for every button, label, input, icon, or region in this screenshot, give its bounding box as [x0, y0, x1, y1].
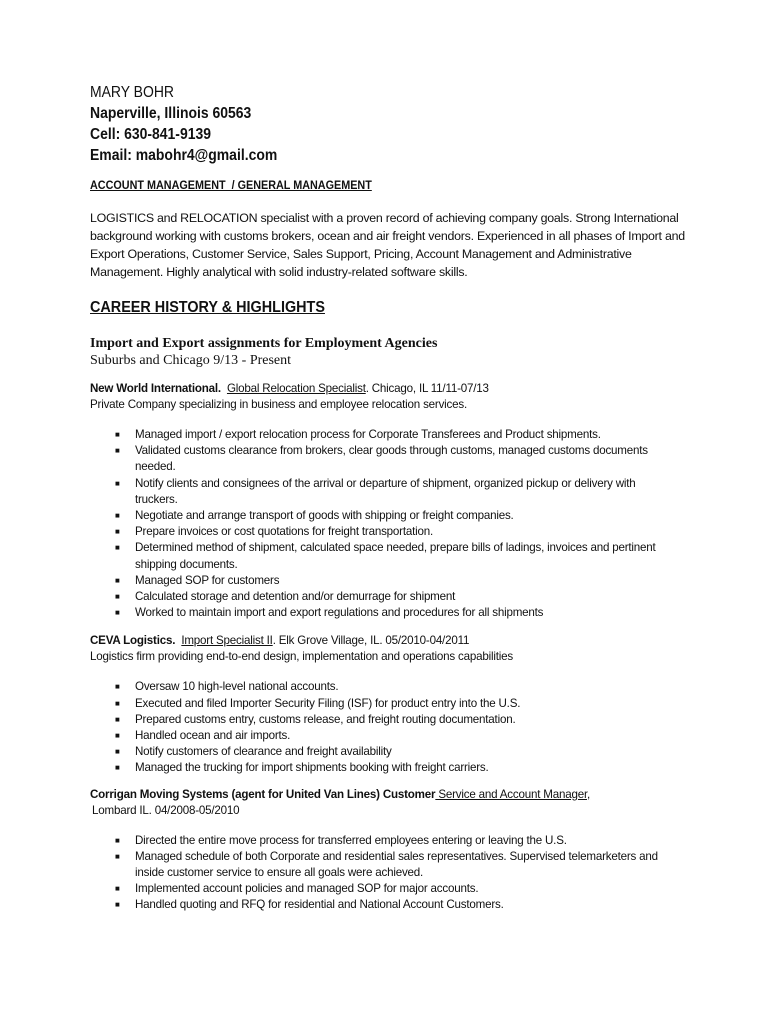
- bullet-square-icon: ■: [115, 747, 120, 757]
- bullet-item: [90, 589, 675, 605]
- bullet-item: [90, 833, 675, 849]
- bullet-text: Executed and filed Importer Security Filing (ISF) for product entry into the U.S.: [135, 696, 521, 710]
- bullet-square-icon: ■: [115, 763, 120, 773]
- bullet-text: Notify customers of clearance and freight availability: [135, 745, 392, 759]
- job-company: Corrigan Moving Systems (agent for United Van Lines) Customer: [90, 787, 436, 801]
- job-location-dates: . Elk Grove Village, IL. 05/2010-04/2011: [272, 634, 470, 648]
- candidate-email: Email: mabohr4@gmail.com: [90, 147, 278, 164]
- bullet-square-icon: ■: [115, 682, 120, 692]
- bullet-item: [90, 524, 675, 540]
- candidate-name: MARY BOHR: [90, 84, 174, 101]
- job-description: Lombard IL. 04/2008-05/2010: [92, 803, 240, 817]
- bullet-square-icon: ■: [115, 884, 120, 894]
- bullet-text: Managed the trucking for import shipments booking with freight carriers.: [135, 761, 489, 775]
- job-role: Service and Account Manager,: [435, 787, 591, 801]
- bullet-item: [90, 760, 675, 776]
- job-bullets: [90, 679, 680, 776]
- candidate-cell: Cell: 630-841-9139: [90, 126, 211, 143]
- bullet-square-icon: ■: [115, 731, 120, 741]
- bullet-text: Handled quoting and RFQ for residential and National Account Customers.: [135, 898, 504, 912]
- bullet-square-icon: ■: [115, 511, 120, 521]
- bullet-text: Oversaw 10 high-level national accounts.: [135, 680, 339, 694]
- bullet-square-icon: ■: [115, 430, 120, 439]
- bullet-square-icon: ■: [115, 478, 120, 488]
- job-bullets: [90, 427, 680, 621]
- assignments-subtitle: Suburbs and Chicago 9/13 - Present: [90, 353, 292, 368]
- bullet-item: [90, 605, 675, 621]
- bullet-text: Managed schedule of both Corporate and residential sales representatives. Supervised telemarketers and inside customer service to ensure all goals were achieved.: [135, 849, 658, 880]
- job-company: New World International.: [90, 382, 221, 395]
- bullet-item: [90, 443, 675, 475]
- bullet-square-icon: ■: [115, 900, 120, 910]
- bullet-item: [90, 679, 675, 695]
- bullet-square-icon: ■: [115, 527, 120, 537]
- job-header: [90, 787, 680, 803]
- bullet-text: Calculated storage and detention and/or demurrage for shipment: [135, 590, 456, 604]
- bullet-item: [90, 540, 675, 572]
- job-description: Logistics firm providing end-to-end design, implementation and operations capabilities: [90, 650, 513, 664]
- job-entry: [90, 381, 680, 621]
- summary-paragraph: LOGISTICS and RELOCATION specialist with a proven record of achieving company goals. Strong International background working with customs brokers, ocean and air freight vendors. Experienced in all phases of Import and Export Operations, Customer Service, Sales Support, Pricing, Account Management and Administrative Management. Highly analytical with solid industry-related software skills.: [90, 211, 685, 279]
- bullet-text: Prepared customs entry, customs release, and freight routing documentation.: [135, 712, 516, 726]
- job-header: [90, 633, 680, 649]
- bullet-text: Worked to maintain import and export regulations and procedures for all shipments: [135, 606, 544, 620]
- job-role: Import Specialist II: [181, 634, 273, 648]
- bullet-text: Determined method of shipment, calculated space needed, prepare bills of ladings, invoices and pertinent shipping documents.: [135, 541, 656, 571]
- bullet-square-icon: ■: [115, 608, 120, 618]
- bullet-square-icon: ■: [115, 714, 120, 724]
- bullet-square-icon: ■: [115, 575, 120, 585]
- job-role: Global Relocation Specialist: [226, 382, 366, 395]
- bullet-item: [90, 849, 675, 881]
- bullet-item: [90, 508, 675, 524]
- bullet-item: [90, 744, 675, 760]
- contact-block: [90, 82, 621, 166]
- bullet-text: Handled ocean and air imports.: [135, 729, 291, 743]
- bullet-square-icon: ■: [115, 851, 120, 861]
- bullet-item: [90, 696, 675, 712]
- headline: ACCOUNT MANAGEMENT_/ GENERAL MANAGEMENT: [90, 178, 372, 192]
- bullet-item: [90, 712, 675, 728]
- bullet-item: [90, 881, 675, 897]
- bullet-text: Implemented account policies and managed SOP for major accounts.: [135, 882, 479, 896]
- job-entry: [90, 633, 680, 776]
- bullet-item: [90, 728, 675, 744]
- bullet-item: [90, 897, 675, 913]
- bullet-text: Validated customs clearance from brokers, clear goods through customs, managed customs documents needed.: [135, 444, 648, 474]
- bullet-item: [90, 476, 675, 508]
- section-title: CAREER HISTORY & HIGHLIGHTS: [90, 299, 325, 316]
- job-company: CEVA Logistics.: [90, 634, 176, 648]
- bullet-square-icon: ■: [115, 592, 120, 602]
- candidate-location: Naperville, Illinois 60563: [90, 105, 252, 122]
- bullet-text: Notify clients and consignees of the arrival or departure of shipment, organized pickup or delivery with truckers.: [135, 476, 636, 506]
- bullet-square-icon: ■: [115, 446, 120, 456]
- job-bullets: [90, 833, 680, 914]
- job-description: Private Company specializing in business and employee relocation services.: [90, 398, 468, 411]
- bullet-square-icon: ■: [115, 835, 120, 845]
- job-header: [90, 381, 680, 397]
- bullet-text: Prepare invoices or cost quotations for freight transportation.: [135, 525, 434, 539]
- bullet-text: Managed import / export relocation process for Corporate Transferees and Product shipments.: [135, 428, 601, 441]
- resume-page: [90, 82, 685, 914]
- bullet-text: Managed SOP for customers: [135, 573, 280, 587]
- bullet-square-icon: ■: [115, 543, 120, 553]
- bullet-item: [90, 573, 675, 589]
- bullet-text: Negotiate and arrange transport of goods with shipping or freight companies.: [135, 509, 514, 523]
- assignments-title: Import and Export assignments for Employment Agencies: [90, 336, 438, 351]
- bullet-text: Directed the entire move process for transferred employees entering or leaving the U.S.: [135, 833, 567, 847]
- job-entry: [90, 787, 680, 914]
- job-location-dates: . Chicago, IL 11/11-07/13: [365, 382, 489, 395]
- bullet-item: [90, 427, 675, 443]
- bullet-square-icon: ■: [115, 698, 120, 708]
